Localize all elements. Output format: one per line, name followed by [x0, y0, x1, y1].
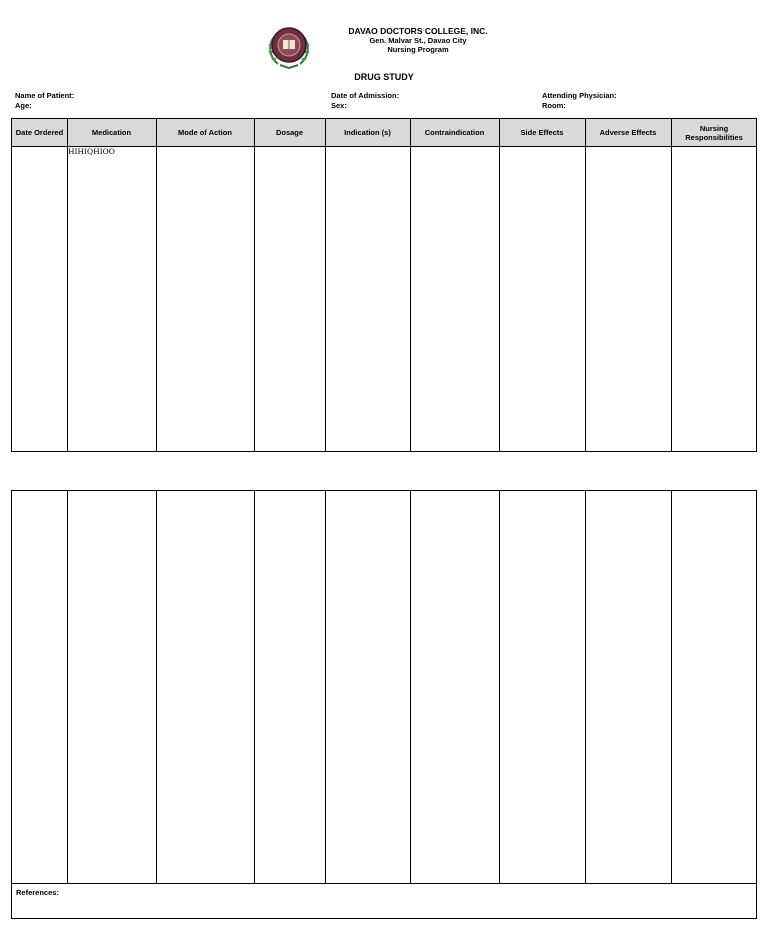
room-label: Room: — [542, 101, 566, 110]
table-header — [12, 119, 756, 147]
date-of-admission-label: Date of Admission: — [331, 91, 400, 100]
header-mode-of-action: Mode of Action — [178, 128, 232, 137]
column-divider — [254, 119, 255, 451]
document-header — [0, 0, 768, 90]
column-divider — [671, 491, 672, 883]
document-title: DRUG STUDY — [354, 72, 414, 82]
references-label: References: — [16, 888, 59, 897]
sex-label: Sex: — [331, 101, 347, 110]
column-divider — [410, 491, 411, 883]
age-label: Age: — [15, 101, 32, 110]
header-nursing-responsibilities: Nursing Responsibilities — [685, 123, 743, 142]
column-divider — [325, 119, 326, 451]
header-indication: Indication (s) — [344, 128, 391, 137]
column-divider — [67, 491, 68, 883]
institution-address: Gen. Malvar St., Davao City — [369, 36, 467, 45]
references-box — [11, 883, 757, 919]
column-divider — [499, 119, 500, 451]
program-name: Nursing Program — [387, 45, 449, 54]
header-contraindication: Contraindication — [424, 128, 485, 137]
column-divider — [585, 491, 586, 883]
column-divider — [254, 491, 255, 883]
column-divider — [410, 119, 411, 451]
medication-entry: HIHIQHIOO — [68, 147, 115, 156]
drug-study-table-continued — [11, 490, 757, 884]
header-date-ordered: Date Ordered — [15, 128, 64, 137]
header-dosage: Dosage — [275, 128, 304, 137]
institution-block — [318, 26, 518, 54]
institution-name: DAVAO DOCTORS COLLEGE, INC. — [348, 26, 488, 36]
drug-study-table — [11, 118, 757, 452]
column-divider — [671, 119, 672, 451]
column-divider — [67, 119, 68, 451]
name-of-patient-label: Name of Patient: — [15, 91, 75, 100]
column-divider — [156, 119, 157, 451]
column-divider — [499, 491, 500, 883]
header-medication: Medication — [91, 128, 132, 137]
column-divider — [325, 491, 326, 883]
header-side-effects: Side Effects — [520, 128, 564, 137]
college-seal-icon — [266, 25, 312, 69]
column-divider — [156, 491, 157, 883]
header-adverse-effects: Adverse Effects — [599, 128, 657, 137]
column-divider — [585, 119, 586, 451]
attending-physician-label: Attending Physician: — [542, 91, 617, 100]
